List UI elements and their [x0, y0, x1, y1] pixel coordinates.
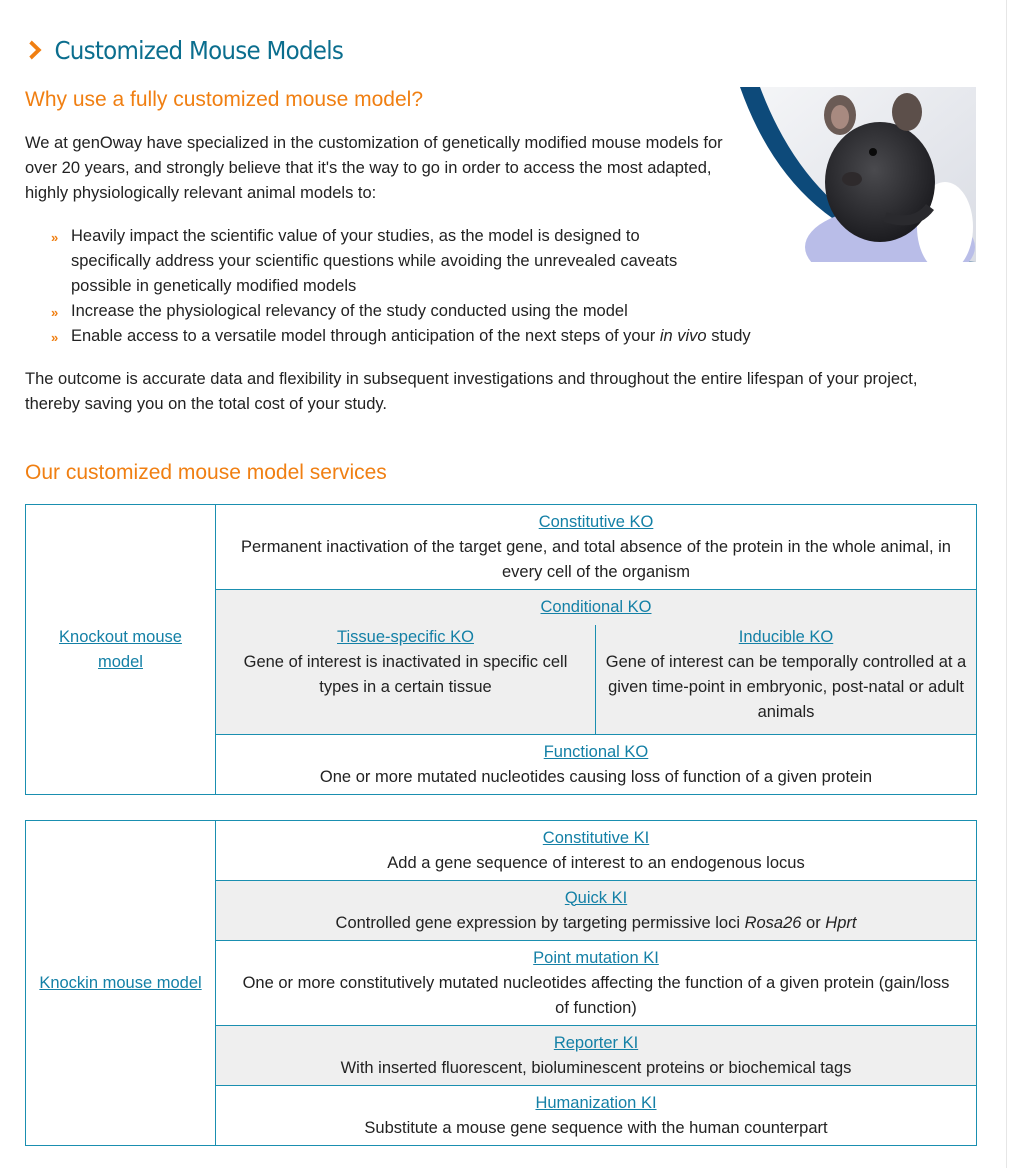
inducible-ko-cell	[596, 625, 977, 735]
reporter-ki-desc: With inserted fluorescent, bioluminescent proteins or biochemical tags	[340, 1058, 852, 1077]
services-heading: Our customized mouse model services	[25, 461, 387, 484]
benefits-list	[51, 224, 841, 349]
why-heading: Why use a fully customized mouse model?	[25, 88, 424, 111]
page-title	[25, 32, 343, 68]
tissue-specific-ko-desc: Gene of interest is inactivated in specific cell types in a certain tissue	[243, 652, 568, 696]
quick-ki-link[interactable]: Quick KI	[564, 888, 628, 907]
inducible-ko-link[interactable]: Inducible KO	[738, 627, 834, 646]
functional-ko-desc: One or more mutated nucleotides causing loss of function of a given protein	[319, 767, 873, 786]
bullet-marker-icon: »	[51, 305, 59, 320]
page-title-text: Customized Mouse Models	[54, 35, 344, 65]
point-mutation-ki-cell	[216, 941, 977, 1026]
list-item: » Heavily impact the scientific value of your studies, as the model is designed to specifically address your scientific questions while avoiding the unrevealed caveats possible in genetically modified models	[51, 227, 678, 295]
tissue-specific-ko-link[interactable]: Tissue-specific KO	[337, 627, 474, 646]
constitutive-ko-link[interactable]: Constitutive KO	[538, 512, 654, 531]
functional-ko-link[interactable]: Functional KO	[543, 742, 649, 761]
constitutive-ki-desc: Add a gene sequence of interest to an endogenous locus	[387, 853, 805, 872]
humanization-ki-link[interactable]: Humanization KI	[535, 1093, 657, 1112]
functional-ko-cell	[216, 735, 977, 795]
knockin-table	[25, 820, 977, 1146]
reporter-ki-cell	[216, 1026, 977, 1086]
constitutive-ki-link[interactable]: Constitutive KI	[542, 828, 650, 847]
humanization-ki-cell	[216, 1086, 977, 1146]
knockout-mouse-model-link[interactable]: Knockout mouse model	[59, 627, 182, 671]
scrollbar-edge	[1006, 0, 1007, 1168]
humanization-ki-desc: Substitute a mouse gene sequence with the human counterpart	[364, 1118, 828, 1137]
knockout-category-cell	[26, 505, 216, 795]
tissue-specific-ko-cell	[216, 625, 596, 735]
intro-paragraph: We at genOway have specialized in the customization of genetically modified mouse models for over 20 years, and strongly believe that it's the way to go in order to access the most adapted, highly physiologically relevant animal models to:	[25, 134, 723, 202]
knockin-category-cell	[26, 821, 216, 1146]
bullet-marker-icon: »	[51, 230, 59, 245]
chevron-right-icon	[25, 39, 45, 61]
constitutive-ko-desc: Permanent inactivation of the target gene, and total absence of the protein in the whole animal, in every cell of the organism	[241, 537, 951, 581]
quick-ki-cell	[216, 881, 977, 941]
conditional-ko-link[interactable]: Conditional KO	[540, 597, 652, 616]
bullet-marker-icon: »	[51, 330, 59, 345]
point-mutation-ki-link[interactable]: Point mutation KI	[533, 948, 659, 967]
conditional-ko-cell	[216, 590, 977, 625]
constitutive-ki-cell	[216, 821, 977, 881]
quick-ki-desc: Controlled gene expression by targeting permissive loci Rosa26 or Hprt	[335, 913, 857, 932]
mouse-photo	[740, 87, 976, 262]
knockout-table	[25, 504, 977, 795]
list-item: » Enable access to a versatile model through anticipation of the next steps of your in vivo study	[51, 324, 841, 349]
constitutive-ko-cell	[216, 505, 977, 590]
list-item: » Increase the physiological relevancy of the study conducted using the model	[51, 299, 841, 324]
knockin-mouse-model-link[interactable]: Knockin mouse model	[39, 973, 202, 992]
inducible-ko-desc: Gene of interest can be temporally controlled at a given time-point in embryonic, post-natal or adult animals	[605, 652, 967, 721]
reporter-ki-link[interactable]: Reporter KI	[553, 1033, 639, 1052]
outcome-paragraph: The outcome is accurate data and flexibility in subsequent investigations and throughout the entire lifespan of your project, thereby saving you on the total cost of your study.	[25, 370, 918, 413]
point-mutation-ki-desc: One or more constitutively mutated nucleotides affecting the function of a given protein (gain/loss of function)	[242, 973, 950, 1017]
